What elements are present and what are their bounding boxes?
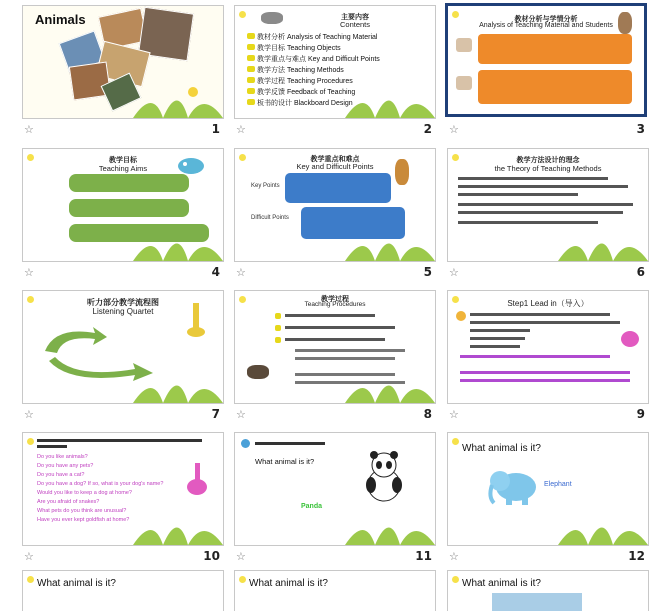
- label-block: [456, 76, 472, 90]
- bullet-icon: [247, 77, 255, 83]
- slide-preview[interactable]: [234, 5, 436, 119]
- slide-title: Animals: [35, 12, 86, 27]
- grass-decoration-icon: [133, 221, 223, 261]
- question-line: Do you like animals?: [37, 454, 88, 460]
- text-line: [470, 337, 525, 340]
- sparkle-icon: [27, 438, 34, 445]
- grass-decoration-icon: [558, 221, 648, 261]
- difficult-points-label: Difficult Points: [251, 215, 289, 221]
- panda-icon: [361, 447, 407, 503]
- question-line: Do you have a dog? If so, what is your dog's name?: [37, 481, 164, 487]
- sky-image: [492, 593, 582, 611]
- star-icon[interactable]: ☆: [236, 266, 246, 279]
- question-line: Would you like to keep a dog at home?: [37, 490, 132, 496]
- question-line: Are you afraid of snakes?: [37, 499, 100, 505]
- slide-title-cn: 教学方法设计的理念: [516, 157, 580, 164]
- grass-decoration-icon: [345, 78, 435, 118]
- slide-title-cn: 教材分析与学情分析: [514, 16, 578, 23]
- slide-number: 11: [415, 549, 432, 563]
- slide-number: 7: [211, 407, 220, 421]
- grass-decoration-icon: [558, 505, 648, 545]
- content-item: 板书的设计 Blackboard Design: [257, 100, 353, 107]
- sparkle-icon: [239, 576, 246, 583]
- slide-thumbnail-14[interactable]: [234, 570, 436, 603]
- slide-title: Contents: [339, 20, 371, 29]
- text-line: [37, 445, 67, 448]
- key-points-box: [285, 173, 391, 203]
- star-icon[interactable]: ☆: [24, 408, 34, 421]
- slide-preview[interactable]: [447, 432, 649, 546]
- text-line: [458, 185, 628, 188]
- text-line: [285, 326, 395, 329]
- slide-thumbnail-4[interactable]: [22, 148, 224, 283]
- slide-thumbnail-15[interactable]: [447, 570, 649, 603]
- star-icon[interactable]: ☆: [24, 550, 34, 563]
- grass-decoration-icon: [133, 505, 223, 545]
- bullet-icon: [275, 313, 281, 319]
- slide-thumbnail-10[interactable]: [22, 432, 224, 567]
- slide-title-cn: 主要内容: [341, 14, 369, 21]
- sparkle-icon: [27, 576, 34, 583]
- slide-number: 8: [423, 407, 432, 421]
- slide-number: 4: [211, 265, 220, 279]
- slide-thumbnail-3[interactable]: [447, 5, 649, 140]
- content-item: 教学过程 Teaching Procedures: [257, 78, 353, 85]
- text-line: [285, 338, 385, 341]
- sparkle-icon: [452, 438, 459, 445]
- question-line: Have you ever kept goldfish at home?: [37, 517, 130, 523]
- label-block: [456, 38, 472, 52]
- slide-number: 10: [203, 549, 220, 563]
- slide-preview[interactable]: [22, 148, 224, 262]
- bullet-icon: [247, 99, 255, 105]
- slide-thumbnail-9[interactable]: [447, 290, 649, 425]
- slide-thumbnail-12[interactable]: [447, 432, 649, 567]
- slide-preview-selected[interactable]: [445, 3, 647, 117]
- slide-thumbnail-11[interactable]: [234, 432, 436, 567]
- slide-thumbnail-2[interactable]: [234, 5, 436, 140]
- question-line: Do you have a cat?: [37, 472, 85, 478]
- answer-text: Panda: [301, 503, 323, 510]
- slide-title-cn: 教学目标: [109, 157, 137, 164]
- star-icon[interactable]: ☆: [236, 550, 246, 563]
- text-line: [458, 177, 608, 180]
- star-icon[interactable]: ☆: [449, 550, 459, 563]
- grass-decoration-icon: [133, 78, 223, 118]
- question-text: What animal is it?: [37, 578, 116, 589]
- bullet-icon: [247, 55, 255, 61]
- text-line: [470, 313, 610, 316]
- text-line: [295, 357, 395, 360]
- grass-decoration-icon: [345, 505, 435, 545]
- slide-preview[interactable]: [447, 148, 649, 262]
- slide-title-cn: 听力部分教学流程图: [87, 298, 159, 307]
- slide-preview[interactable]: [22, 432, 224, 546]
- question-text: What animal is it?: [462, 443, 541, 454]
- content-item: 教材分析 Analysis of Teaching Material: [257, 34, 378, 41]
- bullet-icon: [247, 66, 255, 72]
- content-item: 教学重点与难点 Key and Difficult Points: [257, 56, 380, 63]
- text-line: [458, 203, 633, 206]
- content-item: 教学方法 Teaching Methods: [257, 67, 344, 74]
- slide-preview[interactable]: [447, 570, 649, 611]
- text-line: [295, 349, 405, 352]
- analysis-box: [478, 70, 632, 104]
- grass-decoration-icon: [345, 363, 435, 403]
- slide-title: Listening Quartet: [92, 307, 154, 316]
- slide-thumbnail-7[interactable]: [22, 290, 224, 425]
- slide-preview[interactable]: [234, 290, 436, 404]
- text-line: [470, 345, 520, 348]
- slide-title-cn: 教学重点和难点: [310, 156, 360, 163]
- text-line: [458, 211, 623, 214]
- answer-text: Elephant: [544, 481, 572, 488]
- dinosaur-icon: [618, 321, 642, 351]
- text-line: [460, 355, 610, 358]
- slide-title: Analysis of Teaching Material and Students: [479, 22, 613, 29]
- slide-preview[interactable]: [22, 570, 224, 611]
- slide-preview[interactable]: [234, 148, 436, 262]
- slide-thumbnail-8[interactable]: [234, 290, 436, 425]
- star-icon[interactable]: ☆: [449, 408, 459, 421]
- slide-title-cn: 教学过程: [321, 296, 349, 303]
- animal-image: [247, 365, 269, 379]
- star-icon[interactable]: ☆: [236, 408, 246, 421]
- slide-preview[interactable]: [234, 570, 436, 611]
- slide-title: the Theory of Teaching Methods: [494, 164, 602, 173]
- question-text: What animal is it?: [249, 578, 328, 589]
- slide-title: Teaching Procedures: [304, 301, 366, 308]
- text-line: [458, 193, 578, 196]
- slide-thumbnail-6[interactable]: [447, 148, 649, 283]
- content-item: 教学目标 Teaching Objects: [257, 45, 341, 52]
- star-icon[interactable]: ☆: [24, 123, 34, 136]
- slide-title: Key and Difficult Points: [296, 162, 374, 171]
- text-line: [470, 321, 620, 324]
- slide-thumbnail-1[interactable]: [22, 5, 224, 140]
- aim-box: [69, 174, 189, 192]
- slide-preview[interactable]: [22, 290, 224, 404]
- slide-preview[interactable]: [447, 290, 649, 404]
- sparkle-icon: [452, 576, 459, 583]
- bullet-icon: [247, 44, 255, 50]
- text-line: [37, 439, 202, 442]
- bullet-icon: [275, 337, 281, 343]
- elephant-icon: [484, 463, 540, 507]
- bullet-icon: [247, 88, 255, 94]
- sun-icon: [456, 311, 466, 321]
- text-line: [285, 314, 375, 317]
- text-line: [460, 379, 630, 382]
- star-icon[interactable]: ☆: [449, 266, 459, 279]
- bullet-icon: [275, 325, 281, 331]
- slide-title: Teaching Aims: [98, 164, 148, 173]
- question-line: Do you have any pets?: [37, 463, 94, 469]
- question-line: What pets do you think are unusual?: [37, 508, 127, 514]
- animal-image: [395, 159, 409, 185]
- animal-image: [618, 12, 632, 34]
- slide-number: 1: [211, 122, 220, 136]
- dinosaur-icon: [183, 459, 211, 499]
- question-text: What animal is it?: [255, 457, 315, 466]
- slide-number: 9: [636, 407, 645, 421]
- slide-thumbnail-13[interactable]: [22, 570, 224, 603]
- content-item: 教学反馈 Feedback of Teaching: [257, 89, 356, 96]
- slide-number: 5: [423, 265, 432, 279]
- text-line: [460, 371, 630, 374]
- question-text: What animal is it?: [462, 578, 541, 589]
- giraffe-icon: [181, 299, 211, 339]
- star-icon[interactable]: ☆: [236, 123, 246, 136]
- grass-decoration-icon: [133, 363, 223, 403]
- bullet-icon: [247, 33, 255, 39]
- slide-number: 3: [636, 122, 645, 136]
- star-icon[interactable]: ☆: [24, 266, 34, 279]
- slide-preview[interactable]: [22, 5, 224, 119]
- text-line: [470, 329, 530, 332]
- grass-decoration-icon: [345, 221, 435, 261]
- slide-number: 6: [636, 265, 645, 279]
- analysis-box: [478, 34, 632, 64]
- star-icon[interactable]: ☆: [449, 123, 459, 136]
- aim-box: [69, 199, 189, 217]
- sparkle-icon: [239, 11, 246, 18]
- slide-number: 2: [423, 122, 432, 136]
- globe-icon: [241, 439, 250, 448]
- text-line: [255, 442, 325, 445]
- slide-preview[interactable]: [234, 432, 436, 546]
- slide-number: 12: [628, 549, 645, 563]
- key-points-label: Key Points: [251, 183, 280, 189]
- slide-title: Step1 Lead in（导入）: [507, 299, 589, 308]
- slide-thumbnail-5[interactable]: [234, 148, 436, 283]
